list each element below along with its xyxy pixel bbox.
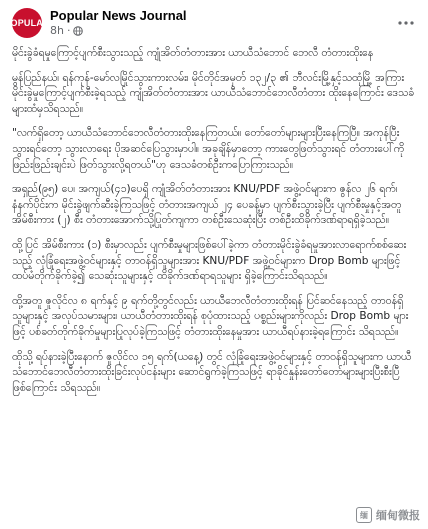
- watermark-logo-icon: 缅: [356, 507, 372, 523]
- globe-icon: [73, 26, 83, 36]
- post-paragraph: အရှည်(၉၅) ပေ၊ အကျယ်(၄၁)ပေရှိ ကျုံအိတ်တံတားအား KNU/PDF အဖွဲ့ဝင်များက ဇွန်လ ၂၆ ရက်၊ နံနက်ပိုင်းက မိုင်းခွဲဖျက်ဆီးခဲ့ကြသဖြင့် တံတားအကျယ် ၂၄ ပေခန့်မှာ ပျက်စီးသွားခဲ့ပြီး ပျက်စီးမှုနှင့်အတူ အိမ်စီးကား (၂) စီး တံတားအောက်သို့ပြုတ်ကျကာ တစ်ဦးသေဆုံးပြီး တစ်ဦးထိခိုက်ဒဏ်ရာရရှိခဲ့သည်။: [12, 183, 402, 227]
- watermark-text: 缅甸微报: [376, 509, 420, 522]
- page-name[interactable]: Popular News Journal: [50, 8, 187, 23]
- post-header: [0, 0, 428, 46]
- post-paragraph: မွန်ပြည်နယ်၊ ရန်ကုန်-မော်လမြိုင်သွားကားလမ်း၊ မိုင်တိုင်အမှတ် ၁၃၂/၃ ၏ ဘီလင်းမြို့နှင့်သထုံမြို့ အကြား မိုင်းခွဲမှုကြောင့်ပျက်စီးခဲ့ရသည့် ကျုံအိတ်တံတားအား ယာယီသံဘောင်ဘေလီတံတား ထိုးနေကြောင်း ဒေသခံများထံမှသိရသည်။: [12, 71, 415, 115]
- meta-separator: ·: [66, 24, 71, 37]
- page-avatar[interactable]: [4, 8, 50, 38]
- more-options-button[interactable]: [394, 11, 418, 35]
- post-paragraph: ထိုသို့ ရပ်နားခဲ့ပြီးနောက် ဇူလိုင်လ ၁၅ ရက်(ယနေ့) တွင် လုံခြုံရေးအဖွဲ့ဝင်များနှင့် တာဝန်ရှိသူများက ယာယီသံဘောင်ဘေလီတံတားထိုးခြင်းလုပ်ငန်းများ ဆောင်ရွက်ခဲ့ကြသဖြင့် ရာခိုင်နှုန်းတော်တော်များများပြီးစီးပြီဖြစ်ကြောင်း သိရသည်။: [12, 350, 412, 394]
- post-paragraph: ထို့ပြင် အိမ်စီးကား (၁) စီးမှာလည်း ပျက်စီးမှုများဖြစ်ပေါ်ခဲ့ကာ တံတားမိုင်းခွဲခံရမှုအားလာရောက်စစ်ဆေးသည့် လုံခြုံရေးအဖွဲ့ဝင်များနှင့် တာဝန်ရှိသူများအား KNU/PDF အဖွဲ့ဝင်များက Drop Bomb များဖြင့် ထပ်မံတိုက်ခိုက်ခဲ့၍ သေဆုံးသူများနှင့် ထိခိုက်ဒဏ်ရာရသူများ ရှိခဲ့ကြောင်းသိရသည်။: [12, 238, 407, 283]
- post-time[interactable]: 8h: [50, 24, 64, 37]
- avatar-logo-text: POPULAR: [4, 18, 50, 28]
- post-meta: [50, 8, 394, 38]
- more-dots-icon: [398, 21, 414, 25]
- post-body: [0, 46, 428, 396]
- post-paragraph: "လက်ရှိတော့ ယာယီသံဘောင်ဘေလီတံတားထိုးနေကြတယ်။ တော်တော်များများပြီးနေကြပြီ။ အကုန်ပြီးသွားရင်တော့ သွားလာရေး ပိုအဆင်ပြေသွားမှာပါ။ အခုချိန်မှာတော့ ကားတွေဖြတ်သွားရင် တံတားပေါ်ကို ဖြည်းဖြည်းချင်းပဲ ဖြတ်သွားလို့ရတယ်"ဟု ဒေသခံတစ်ဦးကပြောကြားသည်။: [12, 127, 405, 171]
- post-subline: [50, 24, 394, 38]
- watermark: [356, 507, 420, 523]
- post-paragraph: ထို့အတူ ဇူလိုင်လ ၈ ရက်နှင့် ၉ ရက်တို့တွင်လည်း ယာယီဘေလီတံတားထိုးရန် ပြင်ဆင်နေသည့် တာဝန်ရှိသူများနှင့် အလုပ်သမားများ၊ ယာယီတံတားထိုးရန် စုပုံထားသည့် ပစ္စည်းများကိုလည်း Drop Bomb များဖြင့် ပစ်ခတ်တိုက်ခိုက်မှုများပြုလုပ်ခဲ့ကြသဖြင့် တံတားထိုးနေမှုအား ယာယီရပ်နားခဲ့ရကြောင်း သိရသည်။: [12, 294, 409, 338]
- post-headline: မိုင်းခွဲခံရမှုကြောင့်ပျက်စီးသွားသည့် ကျုံအိတ်တံတားအား ယာယီသံဘောင် ဘေလီ တံတားထိုးနေ: [12, 47, 374, 59]
